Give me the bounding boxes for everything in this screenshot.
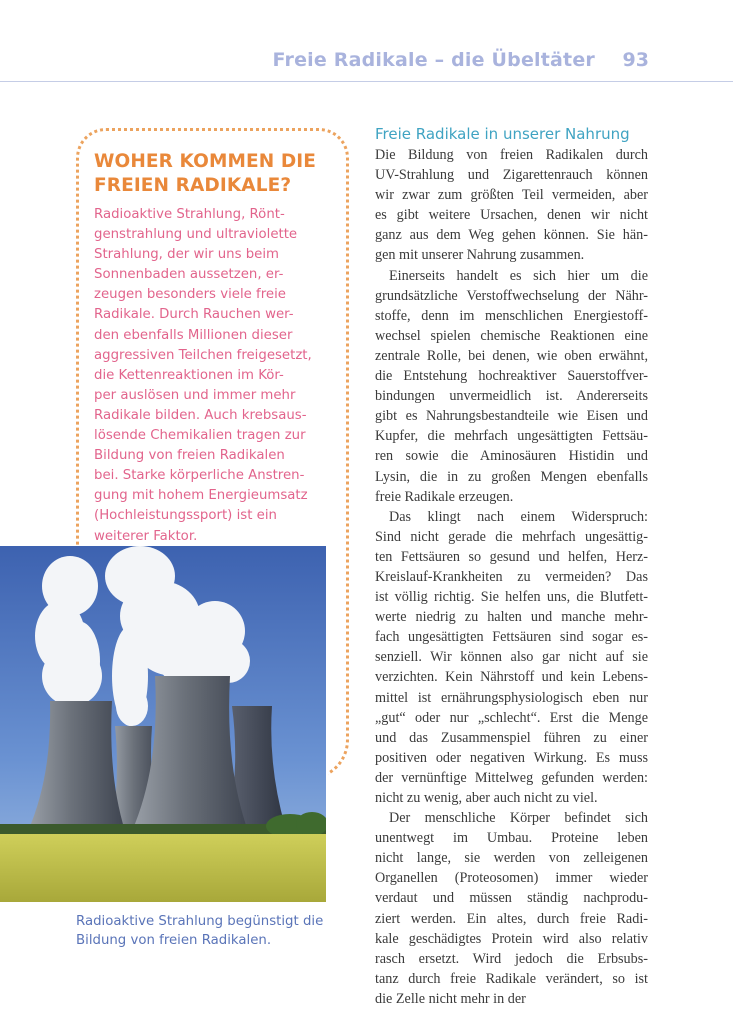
main-body-text — [375, 145, 648, 1009]
info-box-line: Radioaktive Strahlung, Rönt- — [94, 207, 285, 222]
body-line: es gibt weitere Ursachen, denen wir nicht — [375, 207, 648, 224]
body-line: Organellen (Proteosomen) immer wieder — [375, 870, 648, 887]
page-number: 93 — [622, 49, 649, 71]
body-line: zentrale Rolle, bei denen, wie oben erwähnt, — [375, 347, 648, 364]
body-line: stoffe, denn im menschlichen Energiestoff- — [375, 307, 648, 324]
body-line: senziell. Wir können also gar nicht auf sie — [375, 649, 648, 666]
body-line: ist völlig richtig. Sie helfen uns, die Blutfett- — [375, 589, 648, 606]
body-line: unentwegt im Umbau. Proteine leben — [375, 830, 648, 847]
info-box-title-line: FREIEN RADIKALE? — [94, 175, 292, 196]
body-line: Der menschliche Körper befindet sich — [389, 810, 648, 827]
body-line: Einerseits handelt es sich hier um die — [389, 267, 648, 284]
info-box-line: gung mit hohem Energieumsatz — [94, 488, 308, 504]
info-box-line: lösende Chemikalien tragen zur — [94, 428, 306, 444]
body-line: die Zelle nicht mehr in der — [375, 990, 526, 1007]
info-box-title-line: WOHER KOMMEN DIE — [94, 151, 317, 172]
section-heading: Freie Radikale in unserer Nahrung — [375, 125, 630, 143]
info-box-line: genstrahlung und ultraviolette — [94, 227, 298, 243]
info-box-line: bei. Starke körperliche Anstren- — [94, 468, 305, 484]
body-line: wechsel spielen chemische Reaktionen eine — [375, 327, 648, 344]
body-line: ganz aus dem Weg gehen können. Sie hän- — [375, 227, 648, 244]
body-line: gen mit unserer Nahrung zusammen. — [375, 247, 585, 264]
body-line: freie Radikale erzeugen. — [375, 488, 514, 505]
body-line: bindungen unvermeidlich ist. Andererseits — [375, 388, 648, 405]
body-line: grundsätzliche Verstoffwechselung der Nähr- — [375, 287, 648, 304]
body-line: ren sowie die Aminosäuren Histidin und — [375, 448, 648, 465]
running-title: Freie Radikale – die Übeltäter — [272, 49, 595, 71]
body-line: Sind nicht gerade die mehrfach ungesättig- — [375, 528, 648, 545]
body-line: werte niedrig zu halten und manche mehr- — [375, 609, 648, 626]
body-line: nicht zu wenig, aber auch nicht zu viel. — [375, 790, 598, 806]
info-box-line: Radikale bilden. Auch krebsaus- — [94, 407, 307, 423]
body-line: tanz durch freie Radikale verändert, so ist — [375, 970, 648, 987]
body-line: wir zwar zum größten Teil vermeiden, aber — [375, 187, 648, 204]
body-line: Die Bildung von freien Radikalen durch — [375, 147, 648, 163]
info-box-line: Strahlung, der wir uns beim — [94, 247, 279, 263]
body-line: „gut“ oder nur „schlecht“. Erst die Menge — [375, 709, 648, 726]
info-box-title — [94, 150, 344, 198]
info-box-line: per auslösen und immer mehr — [94, 387, 296, 403]
info-box-line: Sonnenbaden aussetzen, er- — [94, 267, 284, 283]
body-line: Kreislauf-Krankheiten zu vermeiden? Das — [375, 568, 648, 585]
body-line: verzichten. Kein Nährstoff und kein Lebens- — [375, 669, 648, 686]
body-line: rasch ersetzt. Wird jedoch die Erbsubs- — [375, 950, 648, 967]
info-box-line: den ebenfalls Millionen dieser — [94, 327, 293, 343]
cooling-towers-photo — [0, 546, 326, 902]
info-box-line: aggressiven Teilchen freigesetzt, — [94, 347, 312, 363]
body-line: mittel ist ernährungsphysiologisch eben nur — [375, 689, 648, 706]
caption-line: Bildung von freien Radikalen. — [76, 933, 272, 948]
body-line: Das klingt nach einem Widerspruch: — [389, 508, 648, 525]
body-line: ten Fettsäuren so gesund und helfen, Herz- — [375, 548, 648, 565]
body-line: die Entstehung hochreaktiver Sauerstoffver- — [375, 368, 648, 385]
info-box-line: Radikale. Durch Rauchen wer- — [94, 307, 294, 323]
body-line: verdaut und müssen ständig nachprodu- — [375, 890, 648, 907]
body-line: der vernünftige Mittelweg gefunden werden: — [375, 769, 648, 786]
body-line: UV-Strahlung und Zigarettenrauch können — [375, 167, 648, 184]
info-box-line: (Hochleistungssport) ist ein — [94, 508, 277, 524]
body-line: und das Zusammenspiel führen zu einer — [375, 729, 648, 746]
body-line: Lysin, die in zu großen Mengen ebenfalls — [375, 468, 648, 485]
info-box-line: Bildung von freien Radikalen — [94, 448, 285, 464]
body-line: ziert werden. Ein altes, durch freie Radi- — [375, 910, 648, 927]
body-line: gibt es Nahrungsbestandteile wie Eisen und — [375, 408, 648, 425]
info-box-text — [94, 205, 349, 547]
body-line: positiven oder negativen Wirkung. Es muss — [375, 749, 648, 766]
body-line: fach ungesättigten Fettsäuren sind sogar es- — [375, 629, 648, 646]
body-line: nicht lange, sie werden von zelleigenen — [375, 850, 648, 867]
figure-caption — [76, 912, 361, 950]
body-line: kale geschädigtes Protein wird also relativ — [375, 930, 648, 947]
body-line: Kupfer, die mehrfach ungesättigten Fettsäu- — [375, 428, 648, 445]
running-header — [0, 46, 733, 82]
info-box-line: weiterer Faktor. — [94, 528, 198, 544]
info-box-line: zeugen besonders viele freie — [94, 287, 286, 303]
info-box-line: die Kettenreaktionen im Kör- — [94, 367, 284, 383]
caption-line: Radioaktive Strahlung begünstigt die — [76, 914, 324, 929]
